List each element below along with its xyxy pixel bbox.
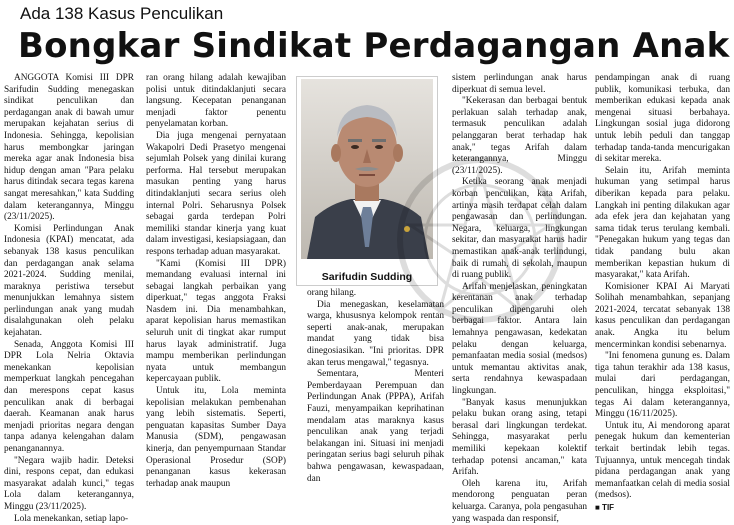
paragraph: Untuk itu, Ai mendorong aparat penegak hukum dan kementerian terkait bertindak lebih tegas. Tujuannya, untuk mencegah tindak pidana perdagangan anak yang memanfaatkan celah di media sosial (medsos). xyxy=(595,420,730,501)
paragraph: Komisioner KPAI Ai Maryati Solihah menambahkan, sepanjang 2021-2024, tercatat sebanyak 138 kasus penculikan dan perdagangan anak. Angka itu belum mencerminkan kondisi sebenarnya. xyxy=(595,281,730,350)
paragraph: Sementara, Menteri Pemberdayaan Perempuan dan Perlindungan Anak (PPPA), Arifah Fauzi, menyampaikan keprihatinan mendalam atas maraknya kasus penculikan anak yang terjadi belakangan ini. Situasi ini menjadi peringatan serius bagi seluruh pihak bahwa pengawasan, kewaspadaan, dan xyxy=(307,369,444,484)
paragraph: "Banyak kasus menunjukkan pelaku bukan orang asing, tetapi berasal dari lingkungan terdekat. Sehingga, masyarakat perlu memiliki kepekaan kolektif terhadap potensi ancaman," kata Arifah. xyxy=(452,397,587,478)
paragraph: Oleh karena itu, Arifah mendorong penguatan peran keluarga. Caranya, pola pengasuhan yang waspada dan responsif, xyxy=(452,478,587,524)
paragraph: "Ini fenomena gunung es. Dalam tiga tahun terakhir ada 138 kasus, mulai dari perdagangan, penculikan, hingga eksploitasi," tegas Ai dalam keterangannya, Minggu (16/11/2025). xyxy=(595,351,730,420)
paragraph: Dia juga mengenai pernyataan Wakapolri Dedi Prasetyo mengenai sejumlah Polsek yang dinilai kurang performa. Hal tersebut merupakan masukan penting yang harus ditindaklanjuti secara serius oleh internal Polri. Seharusnya Polsek sebagai garda terdepan Polri memiliki standar kinerja yang kuat dalam investigasi, kesiapsiagaan, dan respons terhadap aduan masyarakat. xyxy=(146,130,286,257)
article-headline: Bongkar Sindikat Perdagangan Anak xyxy=(18,26,730,66)
article-column-5 xyxy=(595,73,730,512)
paragraph: Lola menekankan, setiap lapo- xyxy=(14,513,129,524)
paragraph: "Kami (Komisi III DPR) memandang evaluasi internal ini sebagai langkah perbaikan yang diperkuat," tegas anggota Fraksi Nasdem ini. Dia menambahkan, aparat kepolisian harus memastikan seluruh unit di tingkat akar rumput harus layak administratif. Juga mampu memberikan perlindungan nyata untuk membangun kepercayaan publik. xyxy=(146,258,286,385)
article-end-mark: ■ TIF xyxy=(595,502,615,512)
paragraph: ran orang hilang adalah kewajiban polisi untuk ditindaklanjuti secara langsung. Kecepatan penanganan menjadi faktor penentu penyelamatan korban. xyxy=(146,73,286,130)
paragraph: sistem perlindungan anak harus diperkuat di semua level. xyxy=(452,73,587,95)
paragraph: Ketika seorang anak menjadi korban penculikan, kata Arifah, artinya masih terdapat celah dalam pengawasan dan perlindungan. Negara, keluarga, lingkungan sekitar, dan masyarakat harus hadir memastikan anak-anak terlindungi, baik di rumah, di sekolah, maupun di ruang publik. xyxy=(452,177,587,281)
paragraph: Untuk itu, Lola meminta kepolisian melakukan pembenahan yang lebih sistematis. Seperti, penguatan kapasitas Sumber Daya Manusia (SDM), pengawasan kinerja, dan penyempurnaan Standar Operasional Prosedur (SOP) penanganan kasus kekerasan terhadap anak maupun xyxy=(146,386,286,489)
article-column-2 xyxy=(146,73,286,490)
paragraph: Dia menegaskan, keselamatan warga, khususnya kelompok rentan seperti anak-anak, merupakan mandat yang tidak bisa dinegosiasikan. "Ini prioritas. DPR akan terus mengawal," tegasnya. xyxy=(307,299,444,368)
paragraph: Senada, Anggota Komisi III DPR Lola Nelria Oktavia menekankan kepolisian memperkuat langkah pencegahan dan merespons cepat kasus penculikan anak di berbagai daerah. Keamanan anak harus menjadi prioritas negara dengan tanpa adanya kelengahan dalam penanganannya. xyxy=(4,339,134,454)
article-kicker: Ada 138 Kasus Penculikan xyxy=(20,4,224,23)
paragraph: pendampingan anak di ruang publik, komunikasi terbuka, dan memberikan edukasi kepada anak mengenai situasi berbahaya. Lingkungan sosial juga didorong untuk lebih peduli dan tanggap terhadap tanda-tanda mencurigakan di sekitar mereka. xyxy=(595,73,730,165)
article-column-3 xyxy=(307,73,444,490)
paragraph: "Kekerasan dan berbagai bentuk perlakuan salah terhadap anak, termasuk penculikan adalah pelanggaran berat terhadap hak anak," tegas Arifah dalam keterangannya, Minggu (23/11/2025). xyxy=(452,96,587,176)
article-column-4 xyxy=(452,73,587,524)
paragraph: Selain itu, Arifah meminta hukuman yang setimpal harus diberikan kepada para pelaku. Langkah ini penting dilakukan agar ada efek jera dan kejahatan yang sama tidak terus terulang kembali. "Penegakan hukum yang tegas dan tidak pandang bulu akan memberikan kepastian hukum di masyarakat," kata Arifah. xyxy=(595,165,730,281)
paragraph: ANGGOTA Komisi III DPR Sarifudin Sudding menegaskan sindikat penculikan dan perdagangan anak di bawah umur merupakan kejahatan serius di Indonesia. Sehingga, kepolisian harus membongkar jaringan mereka agar anak Indonesia bisa hidup dengan aman "Para pelaku harus ditindak secara tegas karena sangat meresahkan," kata Sudding dalam keterangannya, Minggu (23/11/2025). xyxy=(4,73,134,223)
photo-caption: Sarifudin Sudding xyxy=(321,271,413,283)
article-column-1 xyxy=(4,73,134,524)
paragraph: Komisi Perlindungan Anak Indonesia (KPAI) mencatat, ada sebanyak 138 kasus penculikan dan perdagangan anak selama 2021-2024. Sudding menilai, maraknya peristiwa tersebut menunjukkan lemahnya sistem perlindungan anak yang mudah disalahgunakan oleh pelaku kejahatan. xyxy=(4,223,134,339)
paragraph: orang hilang. xyxy=(307,288,357,298)
paragraph: Arifah menjelaskan, peningkatan kerentanan anak terhadap penculikan dipengaruhi oleh berbagai faktor. Antara lain lemahnya pengawasan, kedekatan pelaku dengan keluarga, pemanfaatan media sosial (medsos) untuk memantau aktivitas anak, serta rendahnya kewaspadaan lingkungan. xyxy=(452,281,587,397)
paragraph: "Negara wajib hadir. Deteksi dini, respons cepat, dan edukasi masyarakat adalah kunci," tegas Lola dalam keterangannya, Minggu (23/11/2025). xyxy=(4,455,134,512)
